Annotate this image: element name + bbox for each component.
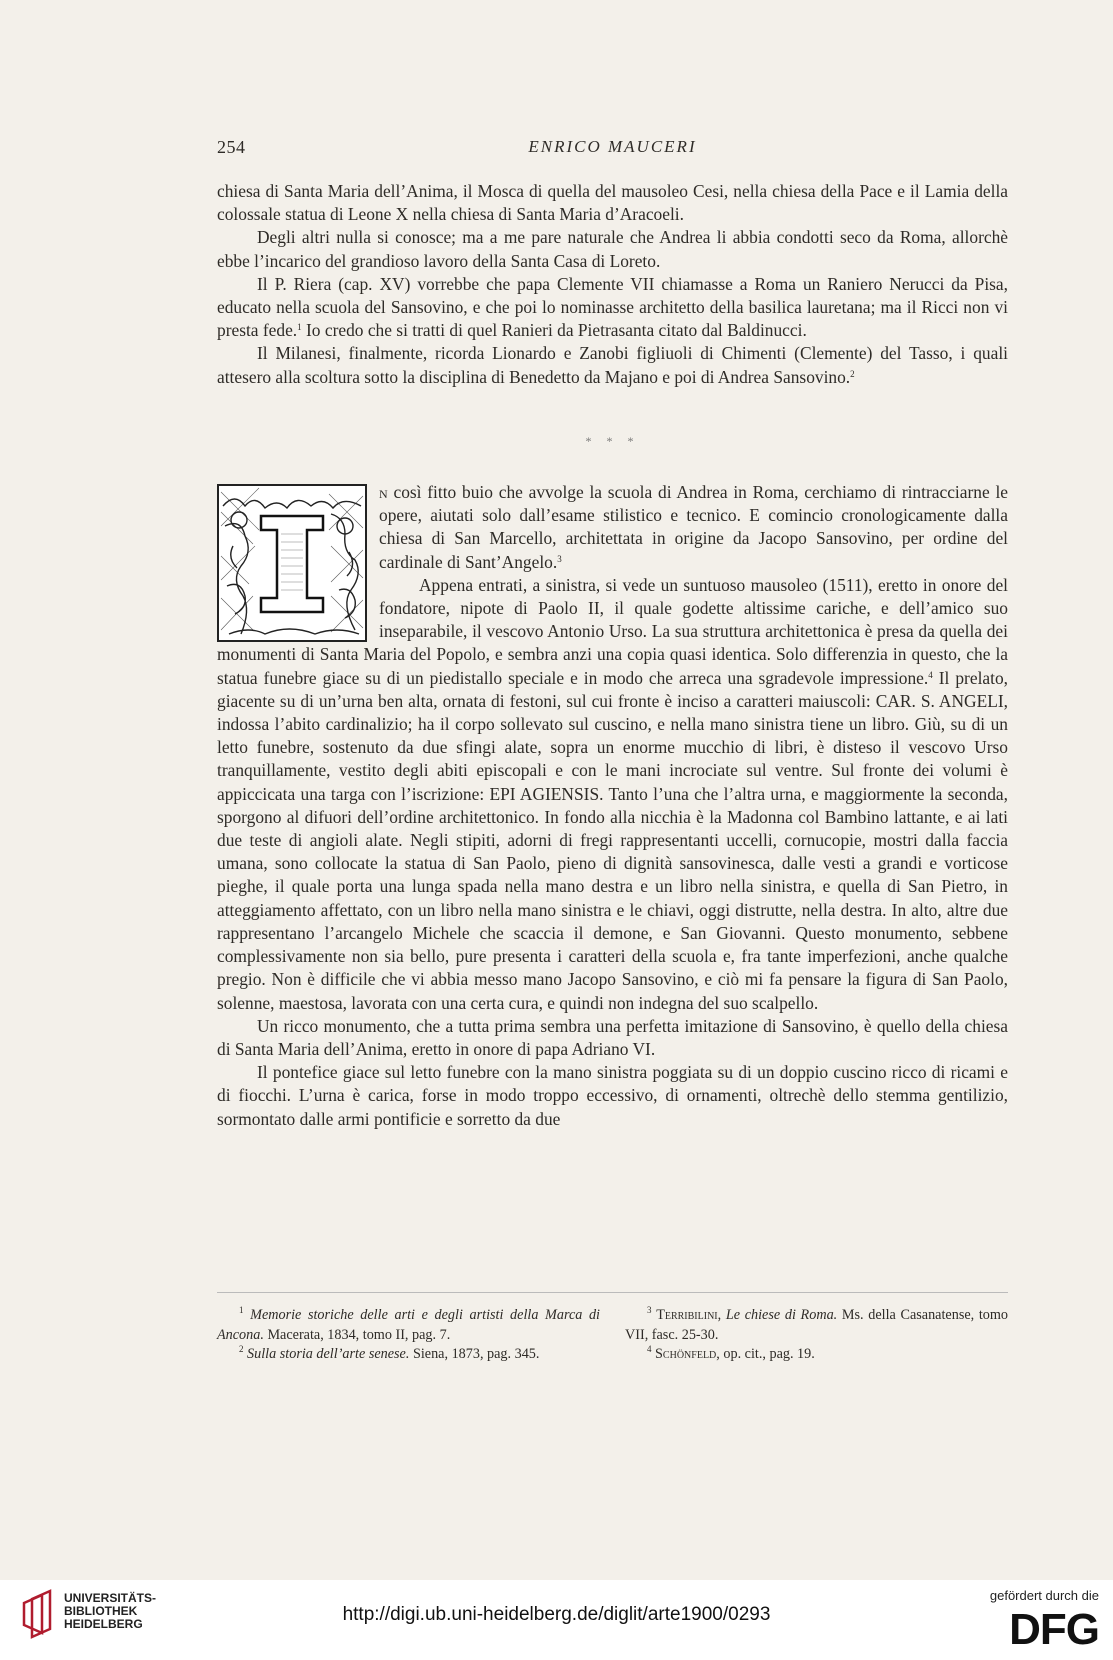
decorated-initial <box>217 484 367 642</box>
paragraph: Appena entrati, a sinistra, si vede un suntuoso mausoleo (1511), eretto in onore del fondatore, nipote di Paolo II, il quale godette altissime cariche, e dell’amico suo inseparabile, il vescovo Antonio Urso. La sua struttura architettonica è presa da quella dei monumenti di Santa Maria del Popolo, e sembra anzi una copia quasi identica. Solo differenzia in questo, che la statua funebre giace su di un piedistallo speciale e in modo che arreca una sgradevole impressione.$^4$ Il prelato, giacente su di un’urna ben alta, ornata di festoni, sul cui fronte è inciso a caratteri maiuscoli: CAR. S. ANGELI, indossa l’abito cardinalizio; ha il corpo sollevato sul cuscino, e nella mano sinistra tiene un libro. Giù, su di un letto funebre, sostenuto da due sfingi alate, sopra un enorme mucchio di libri, è disteso il vescovo Urso tranquillamente, vestito degli abiti episcopali e con le mani incrociate sul ventre. Sul fronte dei volumi è appiccicata una targa con l’iscrizione: EPI AGIENSIS. Tanto l’una che l’altra urna, e maggiormente la seconda, sporgono al difuori dell’ordine architettonico. In fondo alla nicchia è la Madonna col Bambino lattante, e ai lati due teste di angioli alate. Negli stipiti, adorni di fregi rappresentanti uccelli, cornucopie, mostri dalla faccia umana, sono collocate la statua di San Paolo, pieno di dignità sansovinesca, dalle vesti a grandi e vorticose pieghe, il quale porta una lunga spada nella mano destra e un libro nella sinistra, e quella di San Pietro, in atteggiamento affettato, con un libro nella mano sinistra e le chiavi, oggi distrutte, nella destra. In alto, altre due rappresentano l’arcangelo Michele che scaccia il demone, e San Giovanni. Questo monumento, sebbene complessivamente non sia bello, pure presenta i caratteri della scuola e, fra tante imperfezioni, anche qualche pregio. Non è difficile che vi abbia messo mano Jacopo Sansovino, e ciò mi fa pensare la figura di San Paolo, solenne, maestosa, lavorata con una certa cura, e quindi non indegna del suo scalpello. <box>217 574 1008 1013</box>
paragraph: Un ricco monumento, che a tutta prima sembra una perfetta imitazione di Sansovino, è quello della chiesa di Santa Maria dell’Anima, eretto in onore di papa Adriano VI. <box>217 1015 1008 1059</box>
paragraph: chiesa di Santa Maria dell’Anima, il Mosca di quella del mausoleo Cesi, nella chiesa della Pace e il Lamia della colossale statua di Leone X nella chiesa di Santa Maria d’Aracoeli. <box>217 181 1008 225</box>
paragraph: n così fitto buio che avvolge la scuola di Andrea in Roma, cerchiamo di rintracciarne le opere, aiutati solo dall’esame stilistico e tecnico. E comincio cronologicamente dalla chiesa di San Marcello, architettata in origine da Jacopo Sansovino, per ordine del cardinale di Sant’Angelo.$^3$ <box>379 482 1008 572</box>
note-ref: 1 <box>297 322 302 333</box>
page-number: 254 <box>217 137 246 157</box>
dfg-logo: DFG <box>1009 1605 1099 1654</box>
library-name: UNIVERSITÄTS- BIBLIOTHEK HEIDELBERG <box>64 1591 157 1631</box>
footnote: $^2$ Sulla storia dell’arte senese. Siena, 1873, pag. 345. <box>239 1344 540 1362</box>
footnote-column-left <box>217 1306 600 1365</box>
footnote: $^3$ Terribilini, Le chiese di Roma. Ms. della Casanatense, tomo VII, fasc. 25-30. <box>625 1305 1009 1343</box>
note-ref: 2 <box>850 368 855 379</box>
opening-word: n <box>379 482 388 503</box>
note-ref: 4 <box>928 669 933 680</box>
viewer-footer <box>0 1580 1113 1660</box>
permalink-url[interactable]: http://digi.ub.uni-heidelberg.de/diglit/arte1900/0293 <box>342 1604 771 1625</box>
paragraph: Il pontefice giace sul letto funebre con la mano sinistra poggiata su di un doppio cuscino ricco di ricami e di fiocchi. L’urna è carica, forse in modo troppo eccessivo, di ornamenti, oltrechè dello stemma gentilizio, sormontato dalle armi pontificie e sorretto da due <box>217 1062 1008 1129</box>
note-ref: 3 <box>557 553 562 564</box>
page-header <box>217 137 1008 161</box>
section-break: * * * <box>585 433 640 448</box>
paragraph: Il P. Riera (cap. XV) vorrebbe che papa Clemente VII chiamasse a Roma un Raniero Nerucci da Pisa, educato nella scuola del Sansovino, e che poi lo nominasse architetto della basilica lauretana; ma il Ricci non vi presta fede.$^1$ Io credo che si tratti di quel Ranieri da Pietrasanta citato dal Baldinucci. <box>217 273 1008 341</box>
paragraph: Il Milanesi, finalmente, ricorda Lionardo e Zanobi figliuoli di Chimenti (Clemente) del Tasso, i quali attesero alla scoltura sotto la disciplina di Benedetto da Majano e poi di Andrea Sansovino.$^2$ <box>217 343 1008 387</box>
woodcut-illustration-icon <box>219 486 365 640</box>
paragraph: Degli altri nulla si conosce; ma a me pare naturale che Andrea li abbia condotti seco da Roma, allorchè ebbe l’incarico del grandioso lavoro della Santa Casa di Loreto. <box>217 227 1008 271</box>
main-text <box>217 180 1008 1131</box>
footnote: $^4$ Schönfeld, op. cit., pag. 19. <box>647 1344 815 1362</box>
footnote-column-right <box>625 1306 1008 1365</box>
footnote-rule <box>217 1292 1008 1293</box>
footnote: $^1$ Memorie storiche delle arti e degli artisti della Marca di Ancona. Macerata, 1834, tomo II, pag. 7. <box>217 1305 600 1343</box>
running-title: ENRICO MAUCERI <box>528 137 697 156</box>
funding-label: gefördert durch die <box>989 1588 1099 1603</box>
